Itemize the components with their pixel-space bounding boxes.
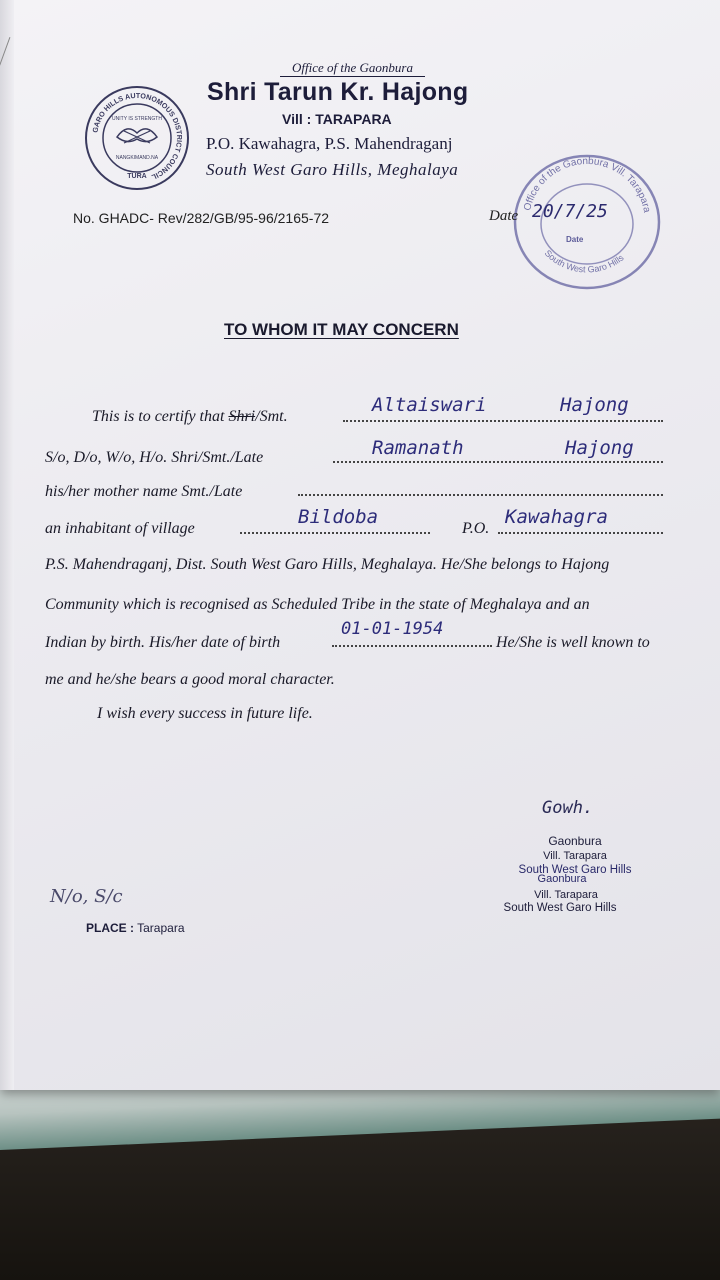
official-name: Shri Tarun Kr. Hajong bbox=[207, 78, 469, 106]
dob-dotted-line bbox=[332, 645, 492, 647]
village-dotted-line bbox=[240, 532, 430, 534]
handwritten-annotation: N/o, S/c bbox=[50, 886, 123, 907]
council-seal-icon bbox=[84, 85, 190, 191]
office-title: Office of the Gaonbura bbox=[280, 60, 425, 77]
stamp-vill: Vill. Tarapara bbox=[543, 850, 607, 862]
holder-last-name: Hajong bbox=[560, 394, 629, 416]
shri-struck: Shri bbox=[228, 408, 256, 425]
stamp-title: Gaonbura bbox=[537, 873, 587, 885]
village-value: Bildoba bbox=[298, 506, 379, 528]
name-dotted-line bbox=[343, 420, 663, 422]
body-line-2: S/o, D/o, W/o, H/o. Shri/Smt./Late bbox=[45, 449, 264, 466]
seal-subtext: NANGKIMAND.NA bbox=[115, 155, 159, 161]
holder-first-name: Altaiswari bbox=[372, 394, 487, 416]
body-line-7: Indian by birth. His/her date of birth bbox=[45, 634, 281, 651]
seal-bottom-text: TURA bbox=[127, 173, 147, 180]
place-label: PLACE : bbox=[86, 921, 134, 935]
stamp-district: South West Garo Hills bbox=[518, 864, 632, 876]
po-ps-line: P.O. Kawahagra, P.S. Mahendraganj bbox=[206, 134, 453, 153]
signatory-district: South West Garo Hills bbox=[503, 902, 617, 914]
place-line bbox=[86, 921, 185, 935]
date-of-birth: 01-01-1954 bbox=[341, 619, 444, 639]
signatory-vill: Vill. Tarapara bbox=[534, 889, 598, 901]
po-label: P.O. bbox=[462, 520, 490, 537]
body-line-1 bbox=[92, 408, 288, 426]
reference-number: No. GHADC- Rev/282/GB/95-96/2165-72 bbox=[73, 210, 330, 226]
date-value: 20/7/25 bbox=[532, 201, 608, 222]
signature-scribble: Gowh. bbox=[542, 798, 594, 818]
body-line-8: me and he/she bears a good moral character. bbox=[45, 671, 335, 688]
seal-motto: UNITY IS STRENGTH bbox=[112, 116, 162, 122]
father-last-name: Hajong bbox=[565, 437, 634, 459]
stamp-date-label: Date bbox=[566, 235, 584, 244]
father-dotted-line bbox=[333, 461, 663, 463]
smt-label: /Smt. bbox=[255, 408, 288, 425]
mother-dotted-line bbox=[298, 494, 663, 496]
svg-text:South West Garo Hills bbox=[543, 248, 626, 275]
stamp-ring-text: Office of the Gaonbura Vill. Tarapara bbox=[522, 155, 653, 214]
body-line-7-suffix: He/She is well known to bbox=[496, 634, 650, 651]
date-label: Date bbox=[489, 208, 519, 224]
po-dotted-line bbox=[498, 532, 663, 534]
po-value: Kawahagra bbox=[505, 506, 608, 528]
certificate-heading: TO WHOM IT MAY CONCERN bbox=[224, 320, 459, 339]
place-value: Tarapara bbox=[137, 921, 185, 935]
seal-ring-text: GARO HILLS AUTONOMOUS DISTRICT COUNCIL bbox=[90, 90, 185, 182]
paper-edge bbox=[0, 0, 14, 1090]
gaonbura-title: Gaonbura bbox=[548, 834, 602, 848]
district-line: South West Garo Hills, Meghalaya bbox=[206, 160, 459, 179]
body-line-5: P.S. Mahendraganj, Dist. South West Garo Hills, Meghalaya. He/She belongs to Hajong bbox=[45, 556, 610, 573]
body-line-4: an inhabitant of village bbox=[45, 520, 195, 537]
stamp-bottom-text: South West Garo Hills bbox=[542, 247, 626, 275]
body-line-6: Community which is recognised as Scheduled Tribe in the state of Meghalaya and an bbox=[45, 596, 590, 613]
body-line-3: his/her mother name Smt./Late bbox=[45, 483, 243, 500]
village-line: Vill : TARAPARA bbox=[282, 111, 392, 127]
father-first-name: Ramanath bbox=[372, 437, 464, 459]
line1-prefix: This is to certify that bbox=[92, 408, 229, 425]
body-line-9: I wish every success in future life. bbox=[97, 705, 313, 722]
